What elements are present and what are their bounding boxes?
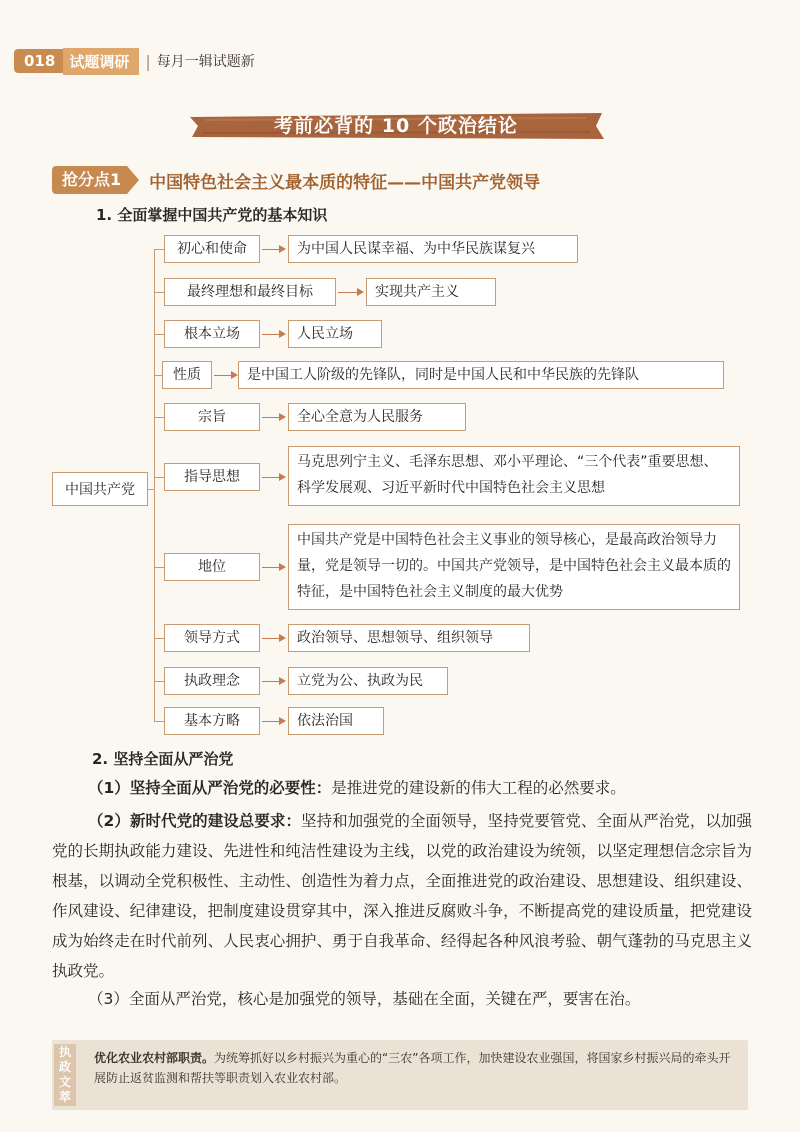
branch-label: 最终理想和最终目标: [164, 278, 336, 306]
branch-value: 政治领导、思想领导、组织领导: [288, 624, 530, 652]
paragraph-1: [52, 775, 752, 801]
footer-body: 为统筹抓好以乡村振兴为重心的“三农”各项工作，加快建设农业强国，将国家乡村振兴局的牵头开展防止返贫监测和帮扶等职责划入农业农村部。: [94, 1051, 731, 1085]
point-arrow-icon: [127, 166, 139, 194]
paragraph-1-text: 是推进党的建设新的伟大工程的必然要求。: [331, 779, 626, 797]
point-label: 抢分点1: [52, 166, 127, 194]
branch-value: 立党为公、执政为民: [288, 667, 448, 695]
branch-label: 初心和使命: [164, 235, 260, 263]
branch-label: 根本立场: [164, 320, 260, 348]
branch-connector: [154, 249, 164, 250]
branch-connector: [154, 292, 164, 293]
scoring-point: [52, 166, 540, 194]
branch-value: 为中国人民谋幸福、为中华民族谋复兴: [288, 235, 578, 263]
header-subtitle: 每月一辑试题新: [156, 54, 255, 70]
branch-label: 基本方略: [164, 707, 260, 735]
paragraph-3: （3）全面从严治党，核心是加强党的领导，基础在全面，关键在严，要害在治。: [88, 990, 641, 1008]
branch-connector: [154, 477, 164, 478]
branch-arrow-icon: [262, 477, 284, 478]
section1-heading: 1. 全面掌握中国共产党的基本知识: [96, 206, 328, 224]
branch-value: 实现共产主义: [366, 278, 496, 306]
branch-value: 是中国工人阶级的先锋队，同时是中国人民和中华民族的先锋队: [238, 361, 724, 389]
branch-label: 地位: [164, 553, 260, 581]
branch-connector: [154, 638, 164, 639]
branch-connector: [154, 417, 164, 418]
branch-spine: [154, 249, 155, 721]
branch-value: 中国共产党是中国特色社会主义事业的领导核心，是最高政治领导力量，党是领导一切的。中国共产党领导，是中国特色社会主义最本质的特征，是中国特色社会主义制度的最大优势: [288, 524, 740, 610]
branch-label: 执政理念: [164, 667, 260, 695]
section2-heading: 2. 坚持全面从严治党: [92, 750, 234, 768]
branch-arrow-icon: [262, 681, 284, 682]
branch-arrow-icon: [262, 334, 284, 335]
footer-bold: 优化农业农村部职责。: [94, 1051, 215, 1065]
page-number: 018: [14, 49, 63, 73]
branch-value: 依法治国: [288, 707, 384, 735]
branch-label: 性质: [162, 361, 212, 389]
branch-connector: [154, 567, 164, 568]
branch-arrow-icon: [338, 292, 362, 293]
branch-arrow-icon: [214, 375, 236, 376]
branch-value: 全心全意为人民服务: [288, 403, 466, 431]
branch-arrow-icon: [262, 567, 284, 568]
paragraph-2: [52, 806, 752, 986]
page-header: [14, 48, 255, 74]
banner-title: 考前必背的 10 个政治结论: [274, 115, 518, 137]
branch-value: 人民立场: [288, 320, 382, 348]
branch-arrow-icon: [262, 417, 284, 418]
footer-text: [94, 1048, 734, 1088]
footer-tag: 执政文萃: [54, 1044, 76, 1106]
title-banner: [186, 111, 606, 141]
branch-label: 宗旨: [164, 403, 260, 431]
paragraph-2-text: 坚持和加强党的全面领导，坚持党要管党、全面从严治党，以加强党的长期执政能力建设、先进性和纯洁性建设为主线，以党的政治建设为统领，以坚定理想信念宗旨为根基，以调动全党积极性、主动性、创造性为着力点，全面推进党的政治建设、思想建设、组织建设、作风建设、纪律建设，把制度建设贯穿其中，深入推进反腐败斗争，不断提高党的建设质量，把党建设成为始终走在时代前列、人民衷心拥护、勇于自我革命、经得起各种风浪考验、朝气蓬勃的马克思主义执政党。: [52, 812, 752, 980]
paragraph-1-lead: （1）坚持全面从严治党的必要性：: [88, 779, 332, 797]
branch-connector: [154, 721, 164, 722]
branch-label: 领导方式: [164, 624, 260, 652]
header-separator: |: [145, 51, 151, 71]
branch-arrow-icon: [262, 249, 284, 250]
branch-value: 马克思列宁主义、毛泽东思想、邓小平理论、“三个代表”重要思想、科学发展观、习近平新时代中国特色社会主义思想: [288, 446, 740, 506]
point-title: 中国特色社会主义最本质的特征——中国共产党领导: [149, 172, 541, 193]
branch-label: 指导思想: [164, 463, 260, 491]
section-tag: 试题调研: [63, 48, 139, 75]
branch-arrow-icon: [262, 638, 284, 639]
branch-connector: [154, 681, 164, 682]
branch-connector: [154, 375, 162, 376]
root-node: 中国共产党: [52, 472, 148, 506]
branch-arrow-icon: [262, 721, 284, 722]
branch-connector: [154, 334, 164, 335]
paragraph-2-lead: （2）新时代党的建设总要求：: [88, 812, 302, 830]
